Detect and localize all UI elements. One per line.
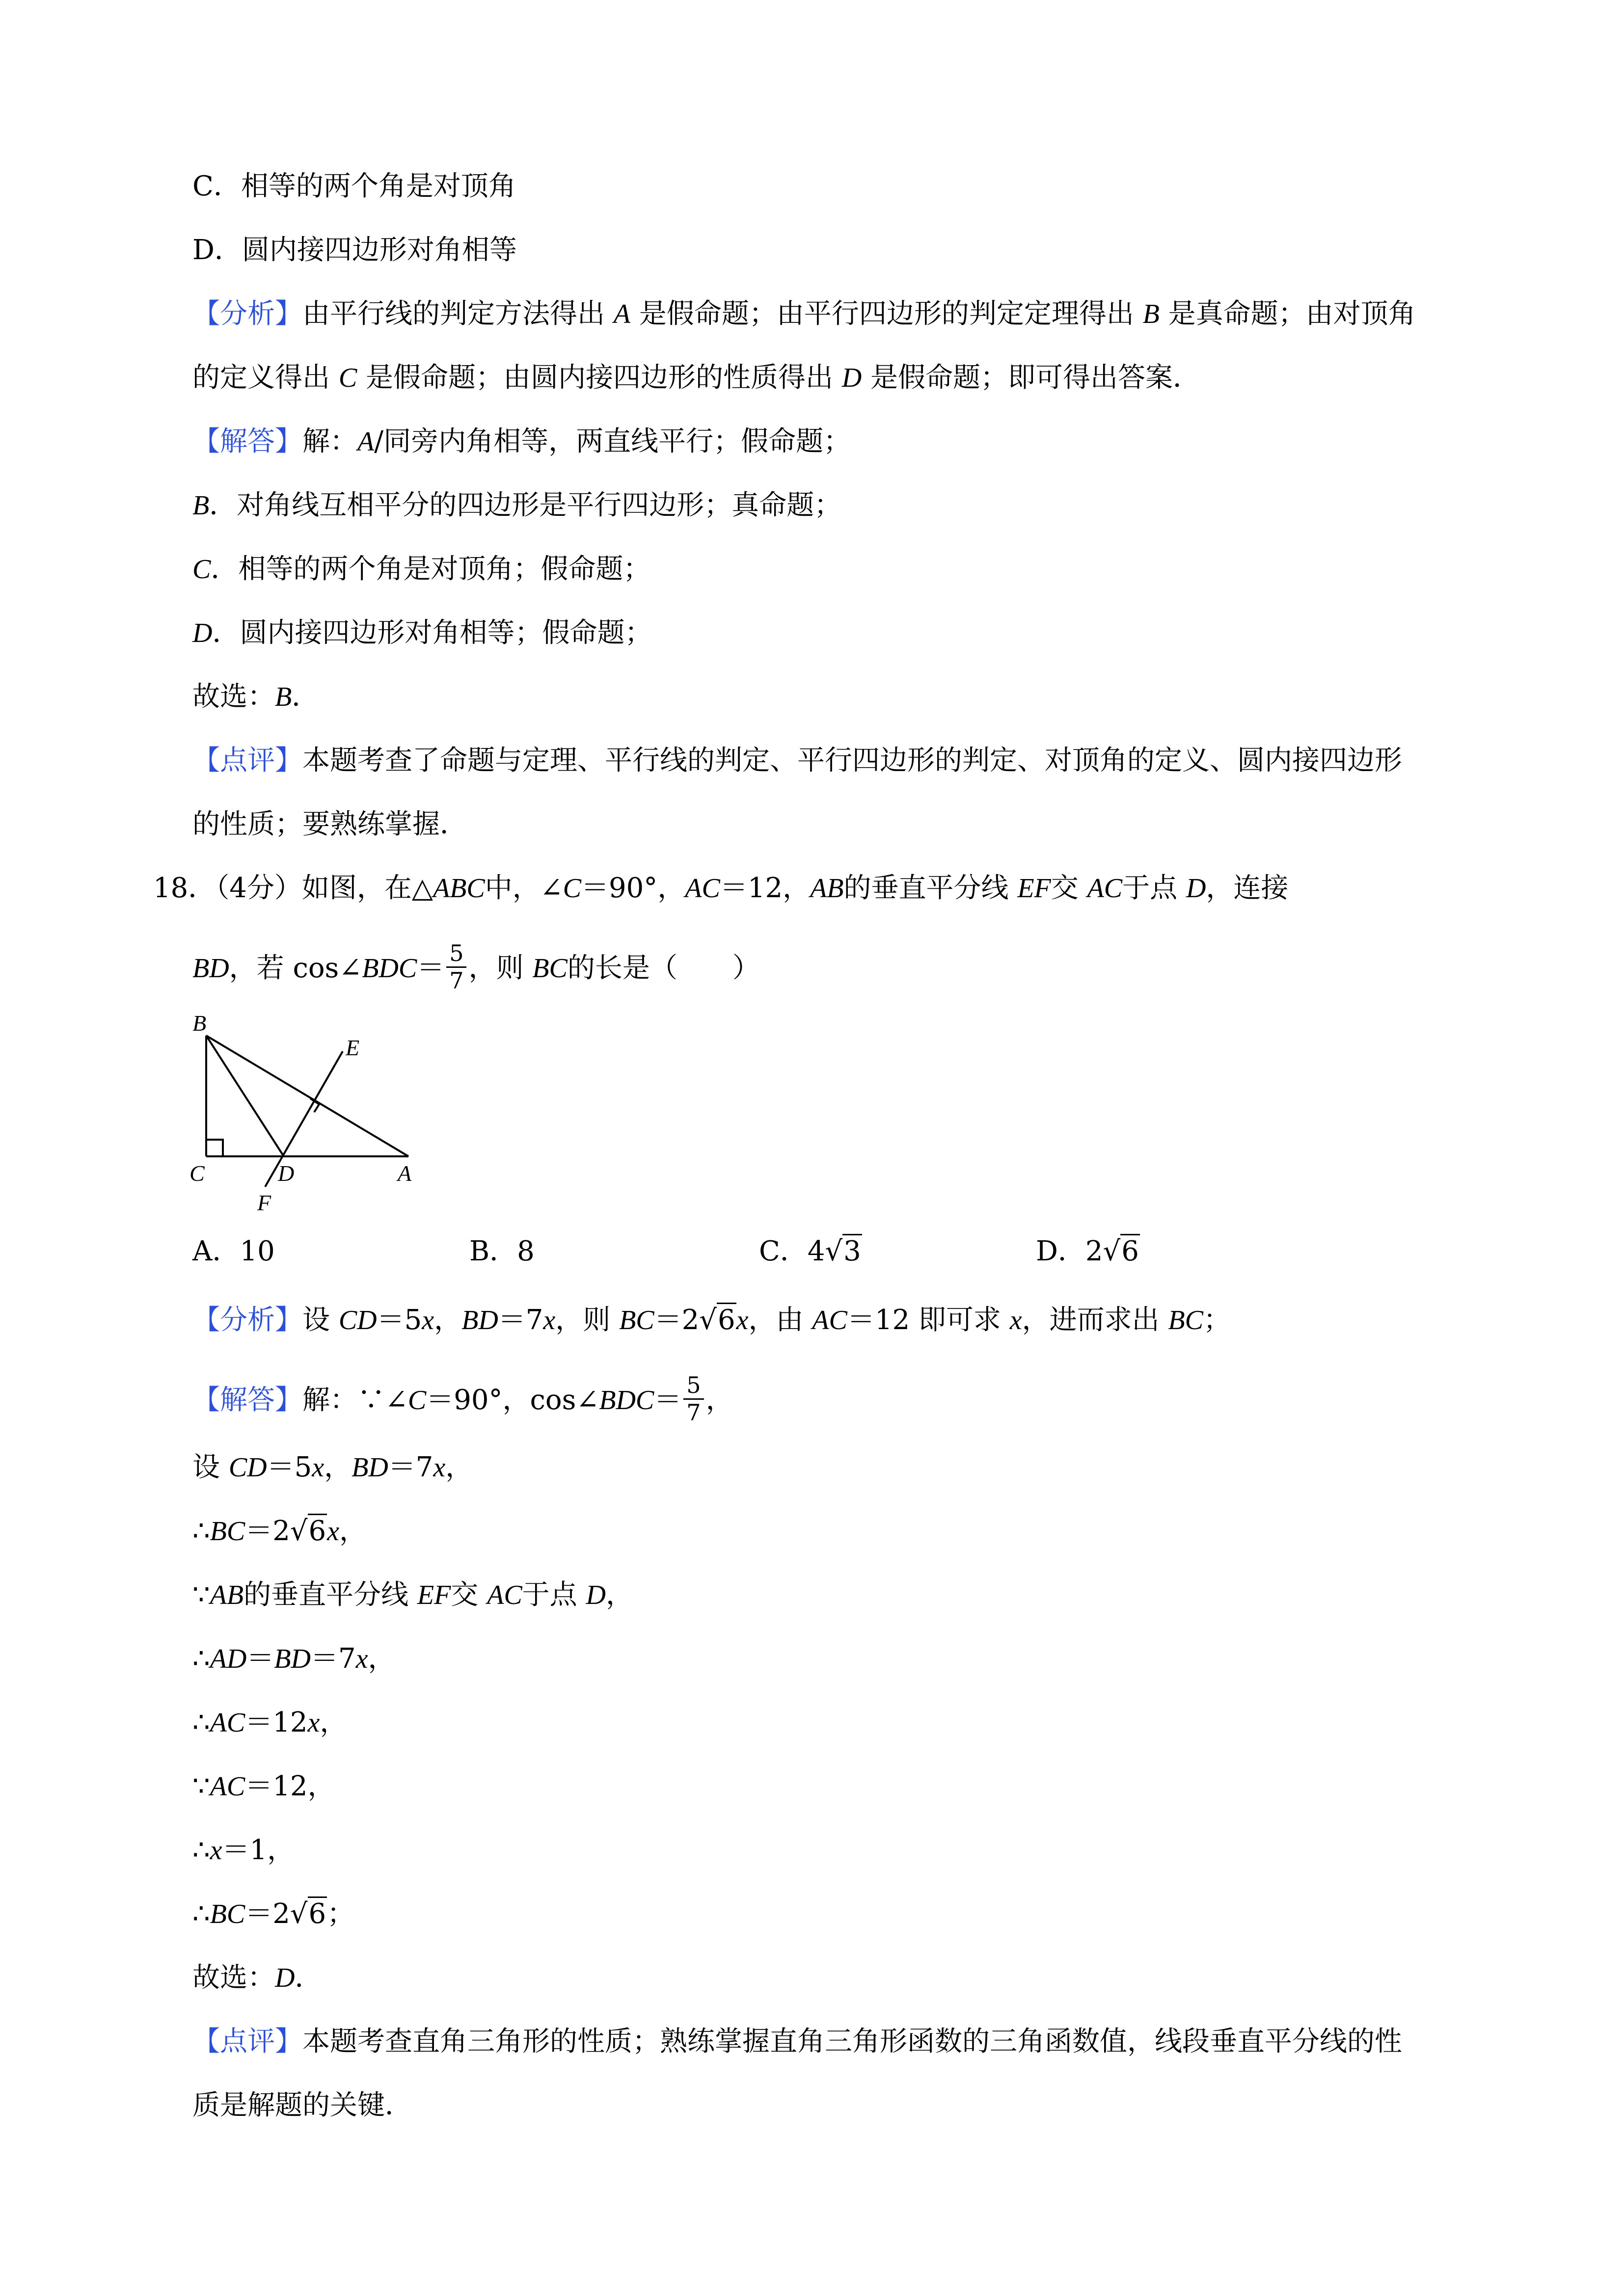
var: AB bbox=[810, 873, 844, 904]
fraction bbox=[683, 1372, 704, 1426]
label-f: F bbox=[257, 1190, 271, 1215]
q17-analysis-line1 bbox=[192, 300, 1416, 328]
var: x bbox=[355, 1644, 368, 1674]
denominator: 7 bbox=[686, 1399, 701, 1426]
comment-tag: 【点评】 bbox=[192, 2026, 302, 2057]
var: BD bbox=[192, 953, 229, 984]
radicand: 6 bbox=[308, 1514, 327, 1547]
var: x bbox=[210, 1835, 222, 1866]
text: ， bbox=[368, 1643, 396, 1675]
var: AC bbox=[685, 873, 720, 904]
text: ．对角线互相平分的四边形是平行四边形；真命题； bbox=[209, 489, 842, 521]
var: AC bbox=[210, 1771, 245, 1802]
q17-answer-line1 bbox=[192, 428, 851, 455]
var: x bbox=[736, 1305, 749, 1335]
sqrt bbox=[1103, 1235, 1140, 1267]
text: ＝12， bbox=[245, 1770, 335, 1802]
text: ＝5 bbox=[267, 1451, 312, 1483]
text: ∴ bbox=[192, 1515, 210, 1547]
text: ＝7 bbox=[498, 1304, 543, 1336]
text: 是假命题；由平行四边形的判定定理得出 bbox=[630, 298, 1143, 330]
option-d[interactable] bbox=[1036, 1235, 1140, 1267]
fraction bbox=[446, 940, 466, 994]
text: 本题考查直角三角形的性质；熟练掌握直角三角形函数的三角函数值，线段垂直平分线的性 bbox=[302, 2026, 1402, 2057]
text: ＝ bbox=[417, 952, 445, 984]
text: ，进而求出 bbox=[1022, 1304, 1168, 1336]
var: D bbox=[192, 618, 213, 648]
q18-answer-line8 bbox=[192, 1834, 295, 1866]
q18-comment-line2: 质是解题的关键． bbox=[192, 2089, 412, 2121]
var: x bbox=[1009, 1305, 1022, 1335]
q18-options-row bbox=[0, 1235, 1624, 1277]
var: C bbox=[192, 554, 211, 585]
var: A bbox=[357, 427, 375, 457]
text: 由平行线的判定方法得出 bbox=[302, 298, 614, 330]
denominator: 7 bbox=[449, 967, 464, 994]
sqrt-icon: √ bbox=[290, 1898, 308, 1930]
text: ； bbox=[327, 1898, 355, 1930]
text: ＝ bbox=[654, 1384, 682, 1416]
var: x bbox=[312, 1452, 325, 1483]
q17-answer-d bbox=[192, 619, 652, 647]
text: D．2 bbox=[1036, 1235, 1103, 1267]
var-c: C bbox=[338, 363, 357, 393]
var: x bbox=[422, 1305, 434, 1335]
text: ∴ bbox=[192, 1898, 210, 1930]
var: BC bbox=[1168, 1305, 1203, 1335]
q17-choose bbox=[192, 683, 319, 711]
label-d: D bbox=[278, 1161, 295, 1186]
text: 中，∠ bbox=[485, 872, 563, 904]
var: D bbox=[1186, 873, 1206, 904]
var: BC bbox=[532, 953, 568, 984]
text: /同旁内角相等，两直线平行；假命题； bbox=[374, 426, 851, 457]
text: 设 bbox=[192, 1451, 229, 1483]
text: ．相等的两个角是对顶角；假命题； bbox=[211, 553, 651, 585]
q18-answer-line9 bbox=[192, 1900, 354, 1928]
var: EF bbox=[1017, 873, 1051, 904]
option-c[interactable] bbox=[759, 1235, 862, 1267]
text: ， bbox=[434, 1304, 462, 1336]
option-d-text: D．圆内接四边形对角相等 bbox=[192, 234, 517, 266]
var: BC bbox=[210, 1516, 245, 1547]
radicand: 6 bbox=[308, 1896, 327, 1930]
text: ， bbox=[445, 1451, 473, 1483]
text: ＝90°， bbox=[581, 872, 685, 904]
var: x bbox=[433, 1452, 446, 1483]
text: ＝5 bbox=[377, 1304, 422, 1336]
segment-ef bbox=[265, 1051, 343, 1187]
text: ，则 bbox=[468, 952, 533, 984]
text: 故选： bbox=[192, 681, 275, 713]
text: ．圆内接四边形对角相等；假命题； bbox=[212, 617, 652, 649]
q18-answer-line1 bbox=[192, 1372, 733, 1429]
text: ∵ bbox=[192, 1579, 210, 1611]
text: ∴ bbox=[192, 1643, 210, 1675]
text: ； bbox=[1203, 1304, 1231, 1336]
sqrt bbox=[290, 1515, 327, 1547]
numerator: 5 bbox=[446, 940, 466, 968]
var-b: B bbox=[1142, 299, 1160, 329]
comment-tag: 【点评】 bbox=[192, 745, 302, 776]
sqrt bbox=[699, 1304, 736, 1336]
var-a: A bbox=[613, 299, 631, 329]
q17-answer-b bbox=[192, 489, 842, 521]
var: AC bbox=[812, 1305, 847, 1335]
answer-tag: 【解答】 bbox=[192, 1384, 302, 1416]
text: ＝7 bbox=[388, 1451, 433, 1483]
text: ， bbox=[605, 1579, 633, 1611]
var: CD bbox=[338, 1305, 377, 1335]
radicand: 6 bbox=[717, 1303, 736, 1336]
text: ＝2 bbox=[654, 1304, 700, 1336]
text: 的垂直平分线 bbox=[843, 872, 1018, 904]
text: ． bbox=[292, 681, 320, 713]
q18-question-line1 bbox=[153, 872, 1289, 904]
sqrt-icon: √ bbox=[290, 1515, 308, 1547]
text: ， bbox=[339, 1515, 367, 1547]
text: ∵ bbox=[192, 1770, 210, 1802]
option-a[interactable]: A．10 bbox=[192, 1235, 275, 1267]
var: BD bbox=[274, 1644, 311, 1674]
var: BD bbox=[352, 1452, 388, 1483]
q17-answer-c bbox=[192, 553, 651, 585]
var-d: D bbox=[841, 363, 862, 393]
var: BC bbox=[210, 1899, 245, 1929]
var: ABC bbox=[433, 873, 485, 904]
var: x bbox=[543, 1305, 556, 1335]
text: ＝ bbox=[246, 1643, 274, 1675]
text: 是真命题；由对顶角 bbox=[1159, 298, 1416, 330]
text: ＝12 bbox=[245, 1707, 308, 1738]
q17-comment-line2: 的性质；要熟练掌握． bbox=[192, 808, 467, 840]
text: 的垂直平分线 bbox=[244, 1579, 417, 1611]
var: BD bbox=[461, 1305, 498, 1335]
text: 本题考查了命题与定理、平行线的判定、平行四边形的判定、对顶角的定义、圆内接四边形 bbox=[302, 745, 1402, 776]
text: ． bbox=[295, 1962, 323, 1994]
analysis-tag: 【分析】 bbox=[192, 298, 302, 330]
text: ，则 bbox=[555, 1304, 620, 1336]
q18-question-line2 bbox=[192, 940, 760, 997]
text: ∴ bbox=[192, 1707, 210, 1738]
q18-answer-line4 bbox=[192, 1581, 633, 1609]
right-angle-mark-c bbox=[206, 1140, 223, 1156]
var: BDC bbox=[599, 1385, 654, 1415]
q18-answer-line7 bbox=[192, 1770, 335, 1802]
sqrt-icon: √ bbox=[825, 1235, 843, 1267]
answer-tag: 【解答】 bbox=[192, 426, 302, 457]
text: ＝7 bbox=[310, 1643, 356, 1675]
text: ＝1， bbox=[222, 1834, 295, 1866]
label-b: B bbox=[192, 1011, 207, 1036]
text: ∴ bbox=[192, 1834, 210, 1866]
var: AC bbox=[487, 1580, 522, 1610]
text: ， bbox=[324, 1451, 352, 1483]
label-c: C bbox=[189, 1161, 205, 1186]
var: D bbox=[275, 1963, 295, 1993]
q18-answer-line5 bbox=[192, 1645, 395, 1673]
text: ， bbox=[705, 1384, 733, 1416]
q17-comment-line1 bbox=[192, 747, 1402, 774]
text: ＝2 bbox=[245, 1515, 290, 1547]
var: AB bbox=[210, 1580, 244, 1610]
text: 设 bbox=[302, 1304, 339, 1336]
text: ，若 cos∠ bbox=[229, 952, 362, 984]
text: C．4 bbox=[759, 1235, 825, 1267]
var: BC bbox=[619, 1305, 654, 1335]
sqrt-icon: √ bbox=[1103, 1235, 1121, 1267]
text: 于点 bbox=[1122, 872, 1186, 904]
label-a: A bbox=[398, 1161, 412, 1186]
q17-analysis-line2 bbox=[192, 364, 1200, 392]
var: BDC bbox=[362, 953, 417, 984]
option-c-text: C．相等的两个角是对顶角 bbox=[192, 170, 516, 202]
text: 是假命题；即可得出答案． bbox=[862, 362, 1201, 394]
radicand: 3 bbox=[842, 1234, 862, 1267]
var: x bbox=[327, 1516, 340, 1547]
var: C bbox=[407, 1385, 427, 1415]
triangle-figure bbox=[187, 1011, 442, 1217]
var: AC bbox=[210, 1708, 245, 1738]
numerator: 5 bbox=[683, 1372, 704, 1400]
text: ，由 bbox=[748, 1304, 812, 1336]
text: 于点 bbox=[522, 1579, 586, 1611]
text: ，连接 bbox=[1206, 872, 1289, 904]
radicand: 6 bbox=[1120, 1234, 1140, 1267]
q18-answer-line2 bbox=[192, 1451, 473, 1483]
var: x bbox=[307, 1708, 320, 1738]
segment-ba bbox=[206, 1036, 408, 1156]
sqrt bbox=[825, 1235, 862, 1267]
q18-analysis bbox=[192, 1304, 1231, 1336]
text: ＝90°，cos∠ bbox=[426, 1384, 599, 1416]
var: B bbox=[192, 490, 210, 521]
var: AC bbox=[1087, 873, 1123, 904]
text: 交 bbox=[451, 1579, 487, 1611]
text: 是假命题；由圆内接四边形的性质得出 bbox=[357, 362, 842, 394]
option-b[interactable]: B．8 bbox=[469, 1235, 535, 1267]
q18-answer-line10 bbox=[192, 1964, 322, 1992]
text: ＝12， bbox=[720, 872, 811, 904]
q18-answer-line6 bbox=[192, 1709, 347, 1736]
analysis-tag: 【分析】 bbox=[192, 1304, 302, 1336]
text: ＝12 即可求 bbox=[847, 1304, 1010, 1336]
q18-answer-line3 bbox=[192, 1515, 367, 1547]
sqrt bbox=[290, 1900, 327, 1928]
label-e: E bbox=[346, 1035, 360, 1060]
var: EF bbox=[417, 1580, 451, 1610]
segment-bd bbox=[206, 1036, 284, 1156]
text: 的定义得出 bbox=[192, 362, 339, 394]
q18-comment-line1 bbox=[192, 2028, 1402, 2056]
text: 解： bbox=[302, 426, 357, 457]
var: B bbox=[275, 682, 292, 712]
text: 18．（4分）如图，在△ bbox=[153, 872, 433, 904]
text: ， bbox=[320, 1707, 348, 1738]
var: CD bbox=[228, 1452, 267, 1483]
text: 的长是（ ） bbox=[567, 952, 760, 984]
var: AD bbox=[210, 1644, 247, 1674]
var: C bbox=[563, 873, 581, 904]
text: 解：∵∠ bbox=[302, 1384, 408, 1416]
text: 交 bbox=[1051, 872, 1087, 904]
text: 故选： bbox=[192, 1962, 275, 1994]
sqrt-icon: √ bbox=[699, 1304, 717, 1336]
text: ＝2 bbox=[245, 1898, 290, 1930]
var: D bbox=[586, 1580, 606, 1610]
